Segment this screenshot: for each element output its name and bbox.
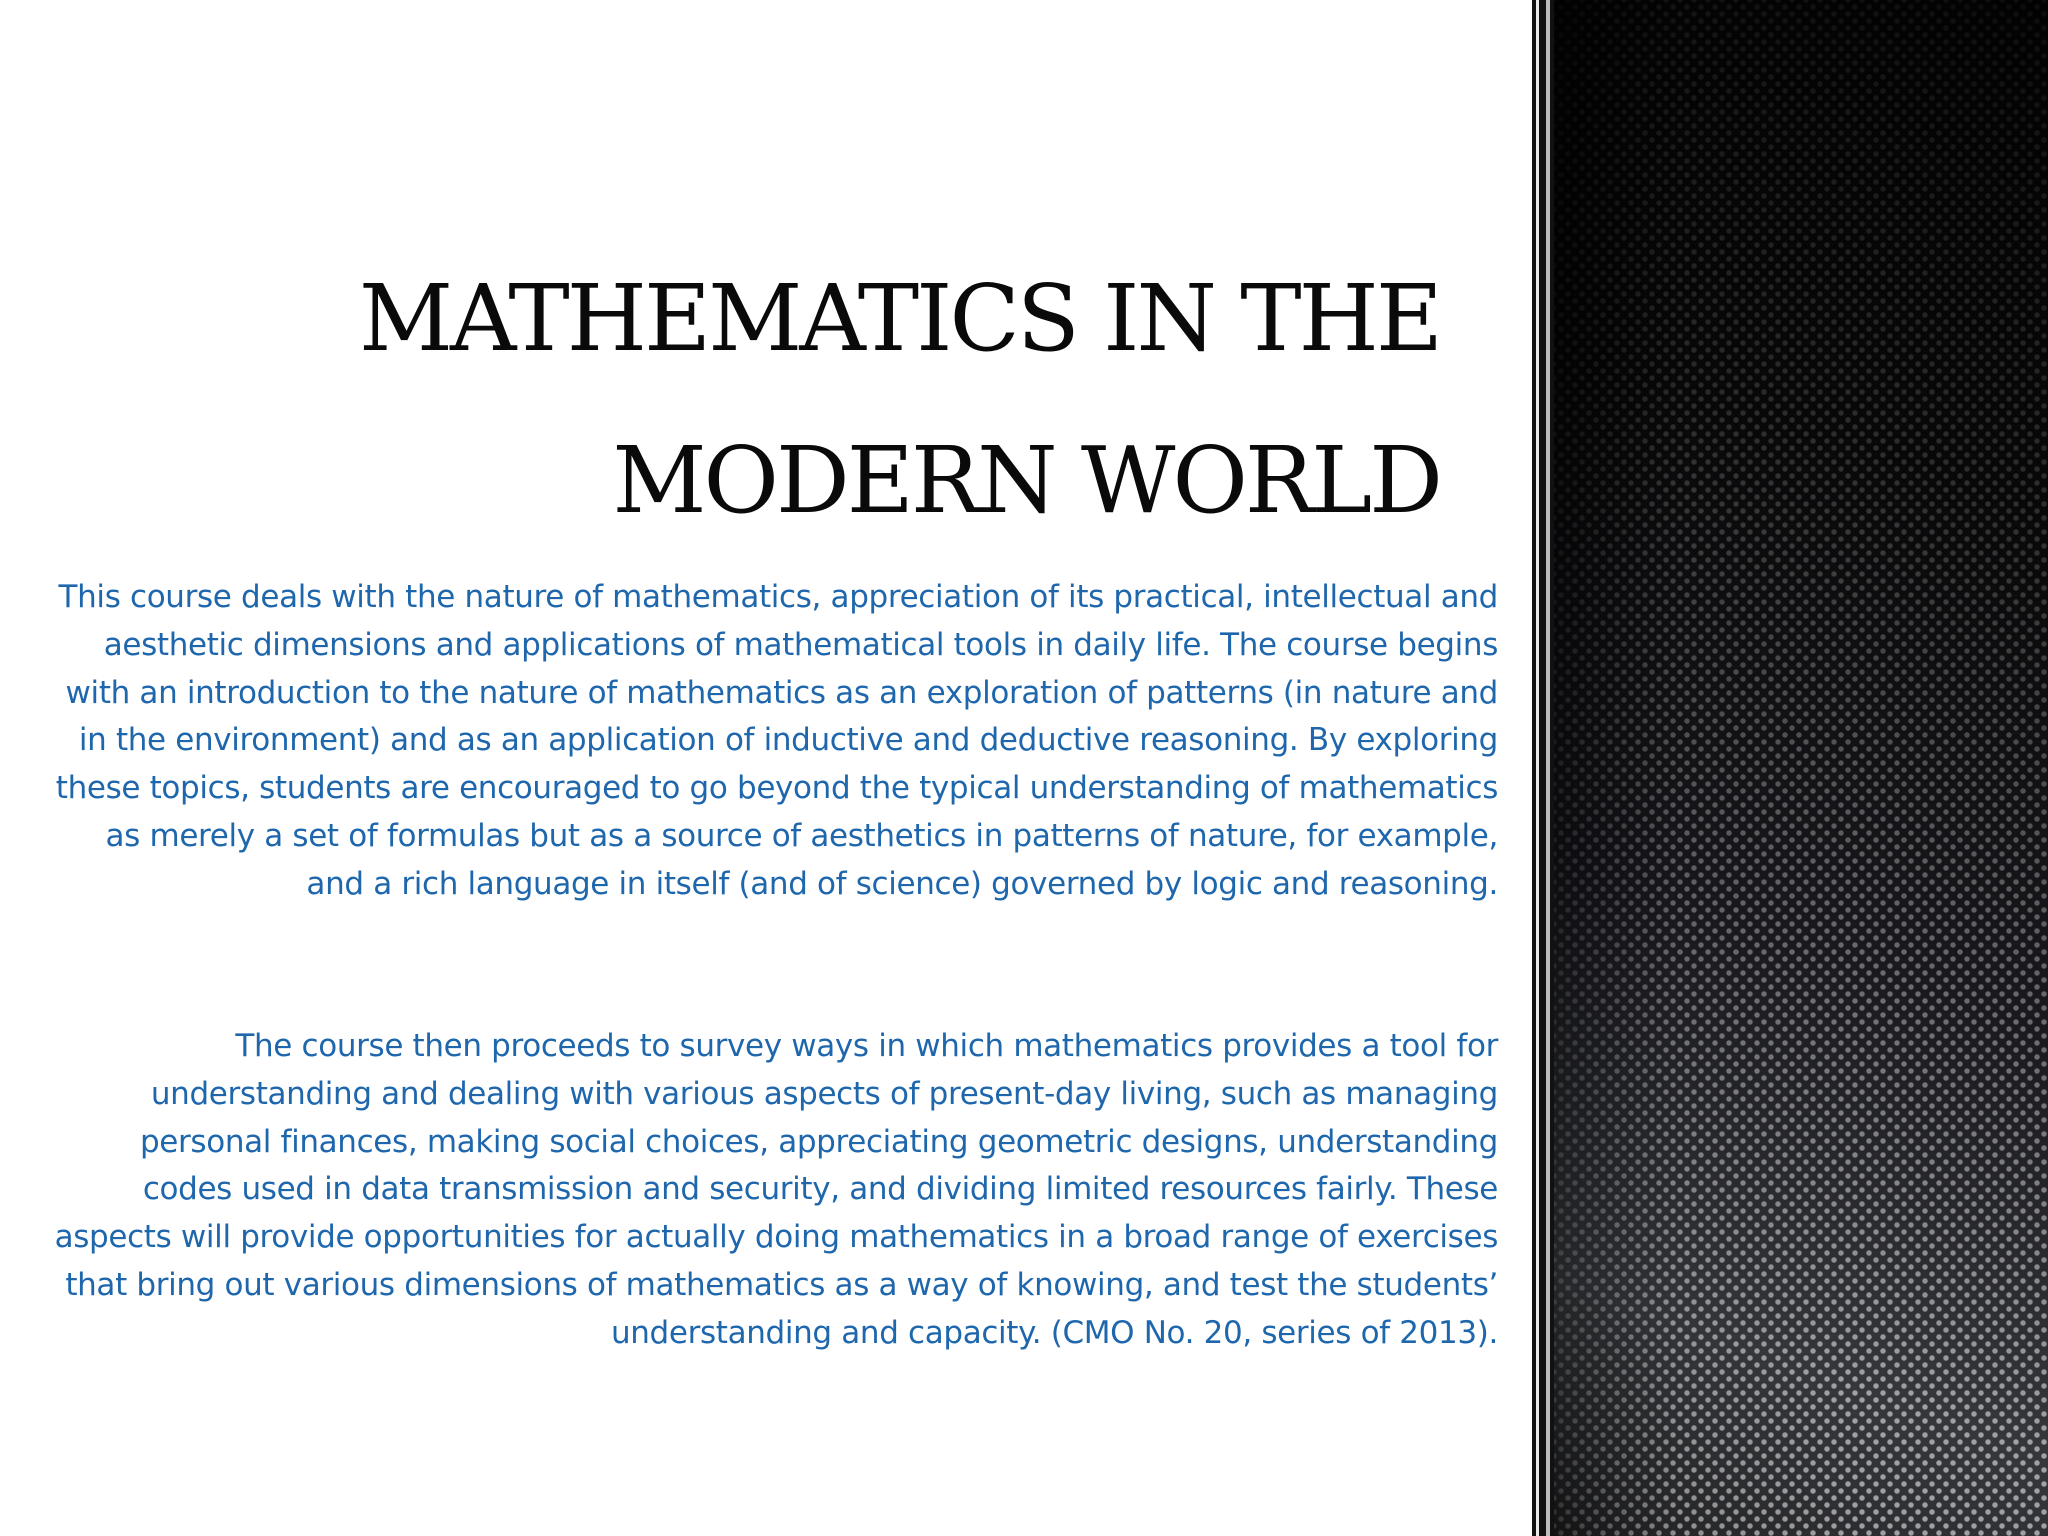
band-gradient-shade: [1554, 0, 2048, 1536]
band-edge-line: [1546, 0, 1550, 1536]
slide-title: MATHEMATICS IN THE MODERN WORLD: [358, 265, 1440, 534]
course-survey-paragraph: The course then proceeds to survey ways in which mathematics provides a tool for understanding and dealing with various aspects of present-day living, such as managing personal finances, making social choices, appreciating geometric designs, understanding codes used in data transmission and security, and dividing limited resources fairly. These aspects will provide opportunities for actually doing mathematics in a broad range of exercises that bring out various dimensions of mathematics as a way of knowing, and test the students’ understanding and capacity. (CMO No. 20, series of 2013).: [54, 1028, 1498, 1351]
course-description-paragraph: This course deals with the nature of mathematics, appreciation of its practical, intellectual and aesthetic dimensions and applications of mathematical tools in daily life. The course begins with an introduction to the nature of mathematics as an exploration of patterns (in nature and in the environment) and as an application of inductive and deductive reasoning. By exploring these topics, students are encouraged to go beyond the typical understanding of mathematics as merely a set of formulas but as a source of aesthetics in patterns of nature, for example, and a rich language in itself (and of science) governed by logic and reasoning.: [55, 579, 1498, 902]
band-edge-line: [1536, 0, 1539, 1536]
decorative-side-band: [1532, 0, 2048, 1536]
